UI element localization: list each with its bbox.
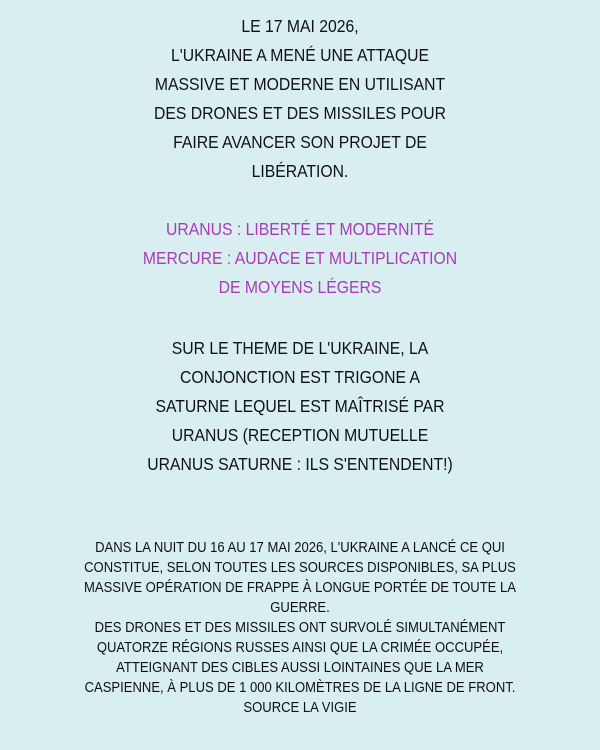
theme-paragraph — [30, 334, 570, 479]
theme-line: URANUS SATURNE : ILS S'ENTENDENT!) — [147, 454, 453, 474]
intro-line: FAIRE AVANCER SON PROJET DE — [173, 132, 427, 152]
astro-highlight — [30, 215, 570, 302]
news-line: DES DRONES ET DES MISSILES ONT SURVOLÉ SIMULTANÉMENT — [94, 620, 506, 636]
theme-line: CONJONCTION EST TRIGONE A — [179, 367, 421, 387]
intro-line: L'UKRAINE A MENÉ UNE ATTAQUE — [171, 45, 429, 65]
theme-line: URANUS (RECEPTION MUTUELLE — [171, 425, 429, 445]
news-paragraph — [30, 538, 570, 718]
news-source: SOURCE LA VIGIE — [243, 700, 357, 716]
intro-line: MASSIVE ET MODERNE EN UTILISANT — [154, 74, 446, 94]
theme-line: SUR LE THEME DE L'UKRAINE, LA — [171, 338, 429, 358]
theme-line: SATURNE LEQUEL EST MAÎTRISÉ PAR — [155, 396, 445, 416]
news-line: GUERRE. — [270, 600, 330, 616]
intro-line: DES DRONES ET DES MISSILES POUR — [153, 103, 447, 123]
news-line: ATTEIGNANT DES CIBLES AUSSI LOINTAINES QUE LA MER — [116, 660, 484, 676]
news-line: CONSTITUE, SELON TOUTES LES SOURCES DISPONIBLES, SA PLUS — [84, 560, 516, 576]
intro-paragraph — [30, 12, 570, 186]
astro-line-mercure: MERCURE : AUDACE ET MULTIPLICATION — [142, 248, 458, 268]
news-line: QUATORZE RÉGIONS RUSSES AINSI QUE LA CRIMÉE OCCUPÉE, — [96, 640, 504, 656]
astro-line-moyens: DE MOYENS LÉGERS — [218, 277, 382, 297]
news-line: MASSIVE OPÉRATION DE FRAPPE À LONGUE PORTÉE DE TOUTE LA — [84, 580, 516, 596]
astro-line-uranus: URANUS : LIBERTÉ ET MODERNITÉ — [165, 219, 435, 239]
intro-line: LE 17 MAI 2026, — [241, 16, 359, 36]
news-line: DANS LA NUIT DU 16 AU 17 MAI 2026, L'UKRAINE A LANCÉ CE QUI — [95, 540, 505, 556]
intro-line: LIBÉRATION. — [251, 161, 349, 181]
news-line: CASPIENNE, À PLUS DE 1 000 KILOMÈTRES DE LA LIGNE DE FRONT. — [84, 680, 516, 696]
